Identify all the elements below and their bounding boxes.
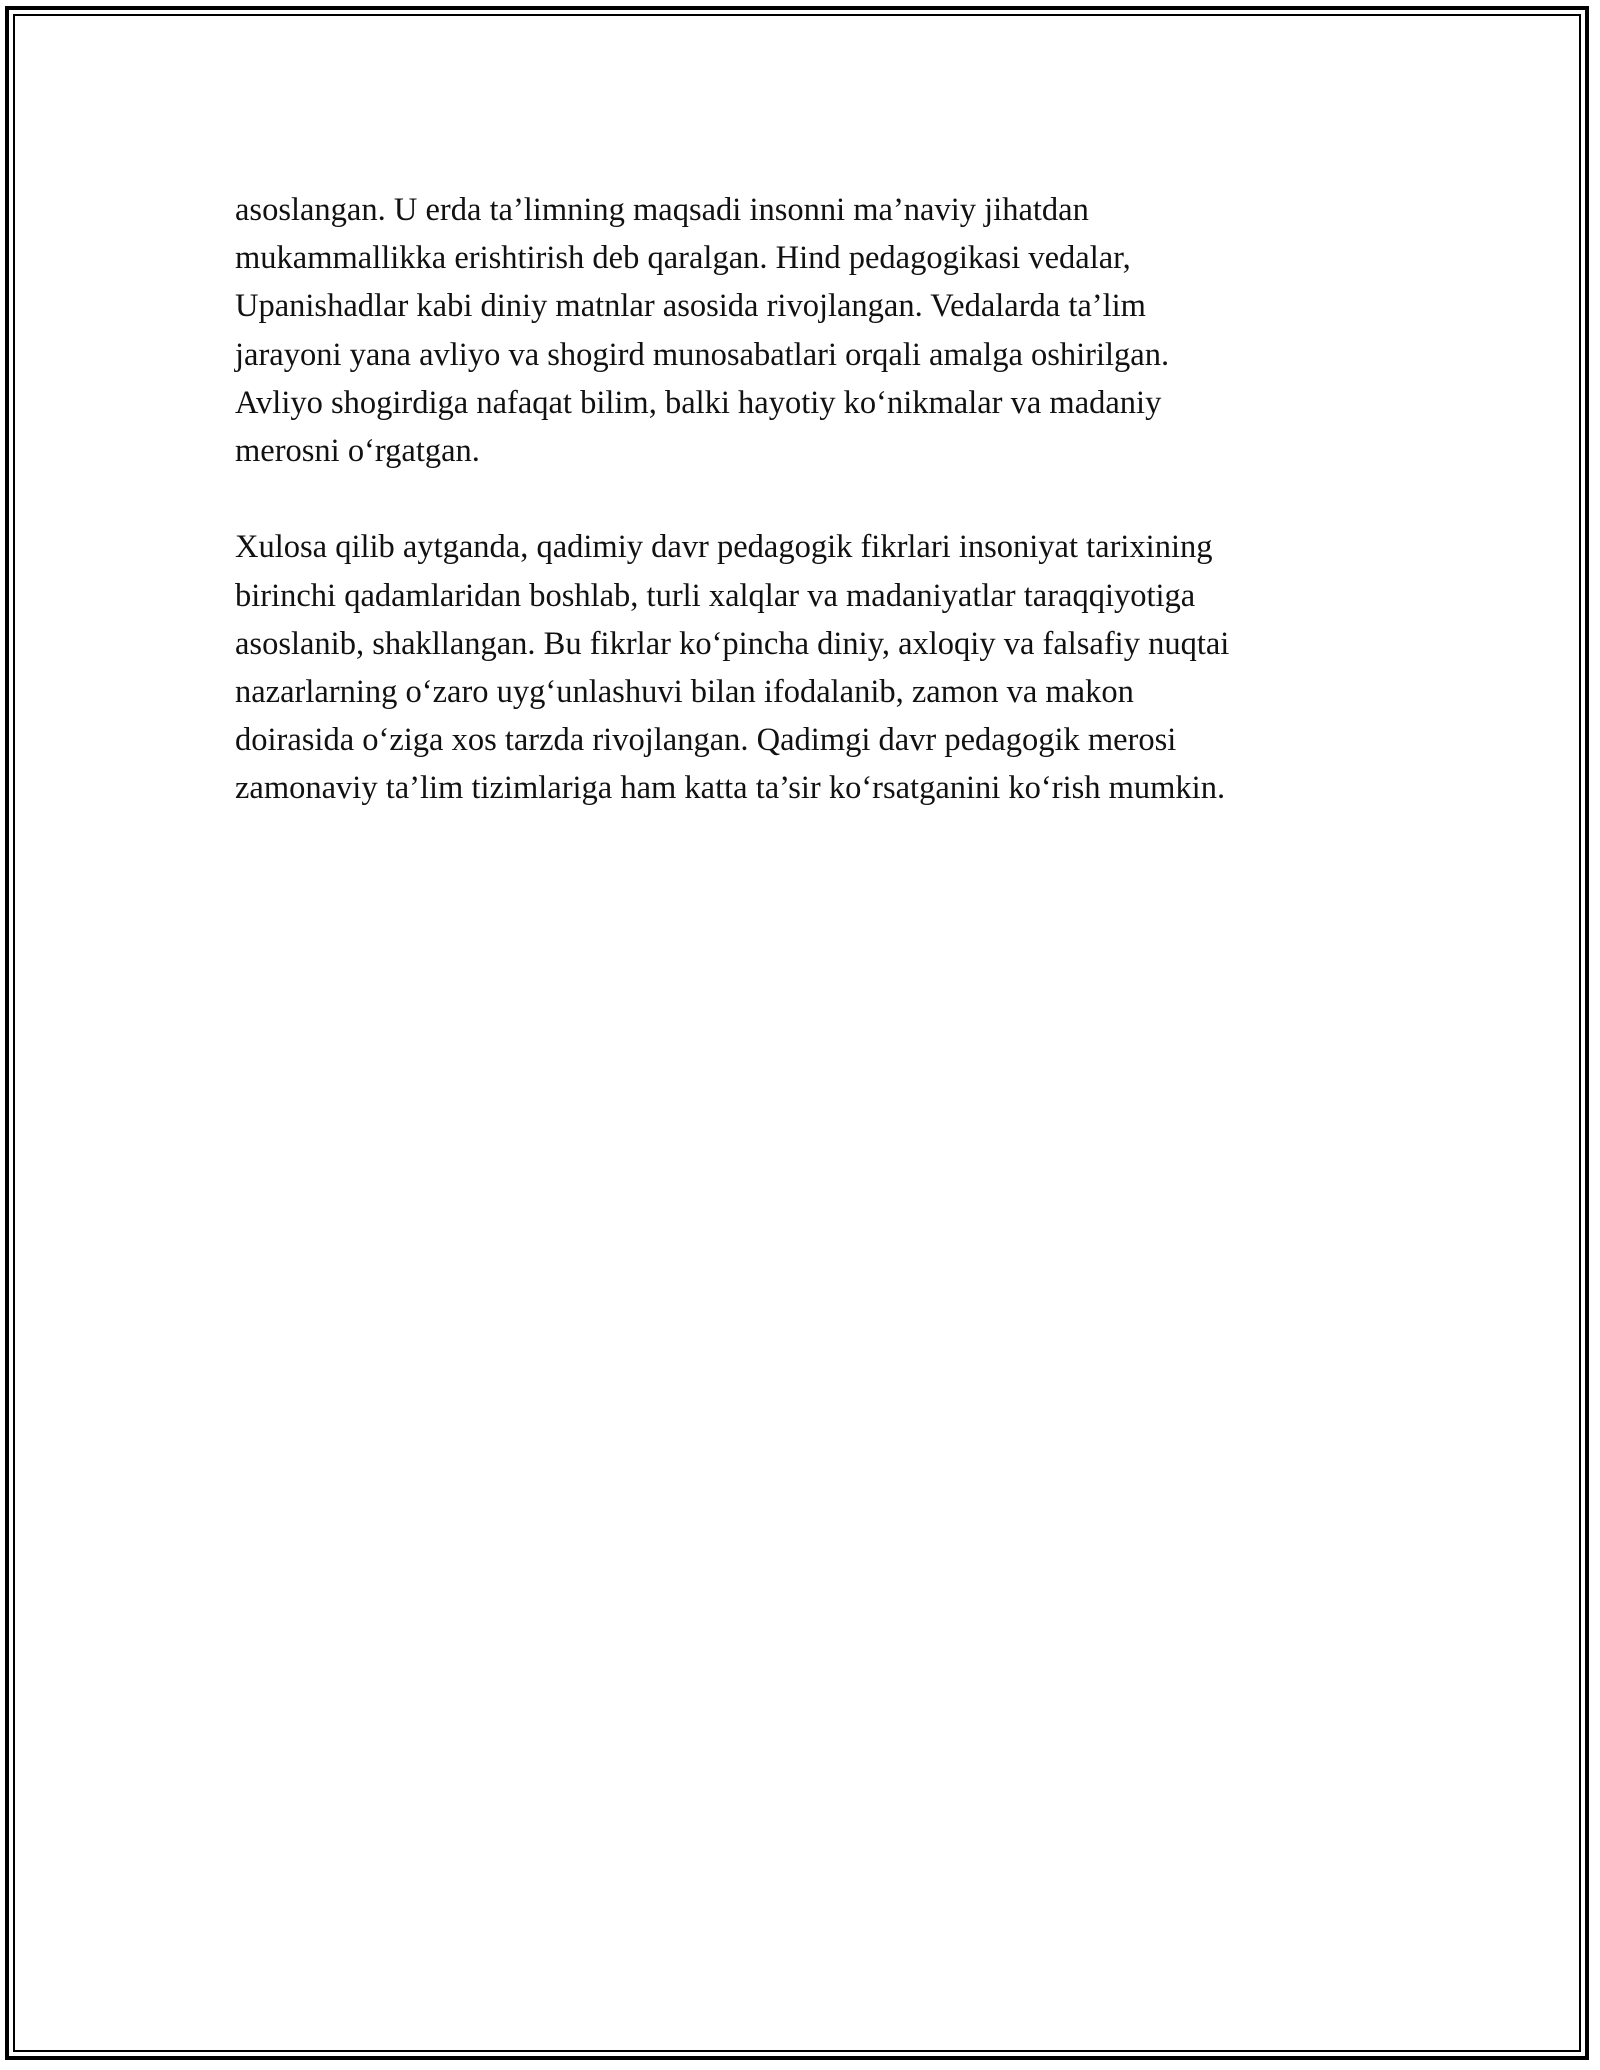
text-line: zamonaviy ta’lim tizimlariga ham katta ta’sir ko‘rsatganini ko‘rish mumkin.: [235, 770, 1226, 807]
text-line: doirasida o‘ziga xos tarzda rivojlangan. Qadimgi davr pedagogik merosi: [235, 722, 1177, 759]
text-line: Xulosa qilib aytganda, qadimiy davr pedagogik fikrlari insoniyat tarixining: [235, 529, 1213, 566]
paragraph-2: [235, 523, 1385, 812]
text-line: jarayoni yana avliyo va shogird munosabatlari orqali amalga oshirilgan.: [235, 336, 1170, 373]
text-line: Avliyo shogirdiga nafaqat bilim, balki hayotiy ko‘nikmalar va madaniy: [235, 384, 1162, 421]
paragraph-1: [235, 186, 1385, 475]
text-line: merosni o‘rgatgan.: [235, 433, 480, 470]
text-line: asoslangan. U erda ta’limning maqsadi insonni ma’naviy jihatdan: [235, 192, 1089, 228]
text-line: mukammallikka erishtirish deb qaralgan. Hind pedagogikasi vedalar,: [235, 240, 1131, 277]
text-line: Upanishadlar kabi diniy matnlar asosida rivojlangan. Vedalarda ta’lim: [235, 288, 1146, 325]
text-line: nazarlarning o‘zaro uyg‘unlashuvi bilan ifodalanib, zamon va makon: [235, 674, 1134, 711]
text-line: asoslanib, shakllangan. Bu fikrlar ko‘pincha diniy, axloqiy va falsafiy nuqtai: [235, 625, 1230, 662]
text-line: birinchi qadamlaridan boshlab, turli xalqlar va madaniyatlar taraqqiyotiga: [235, 577, 1196, 614]
document-body: [235, 186, 1385, 861]
